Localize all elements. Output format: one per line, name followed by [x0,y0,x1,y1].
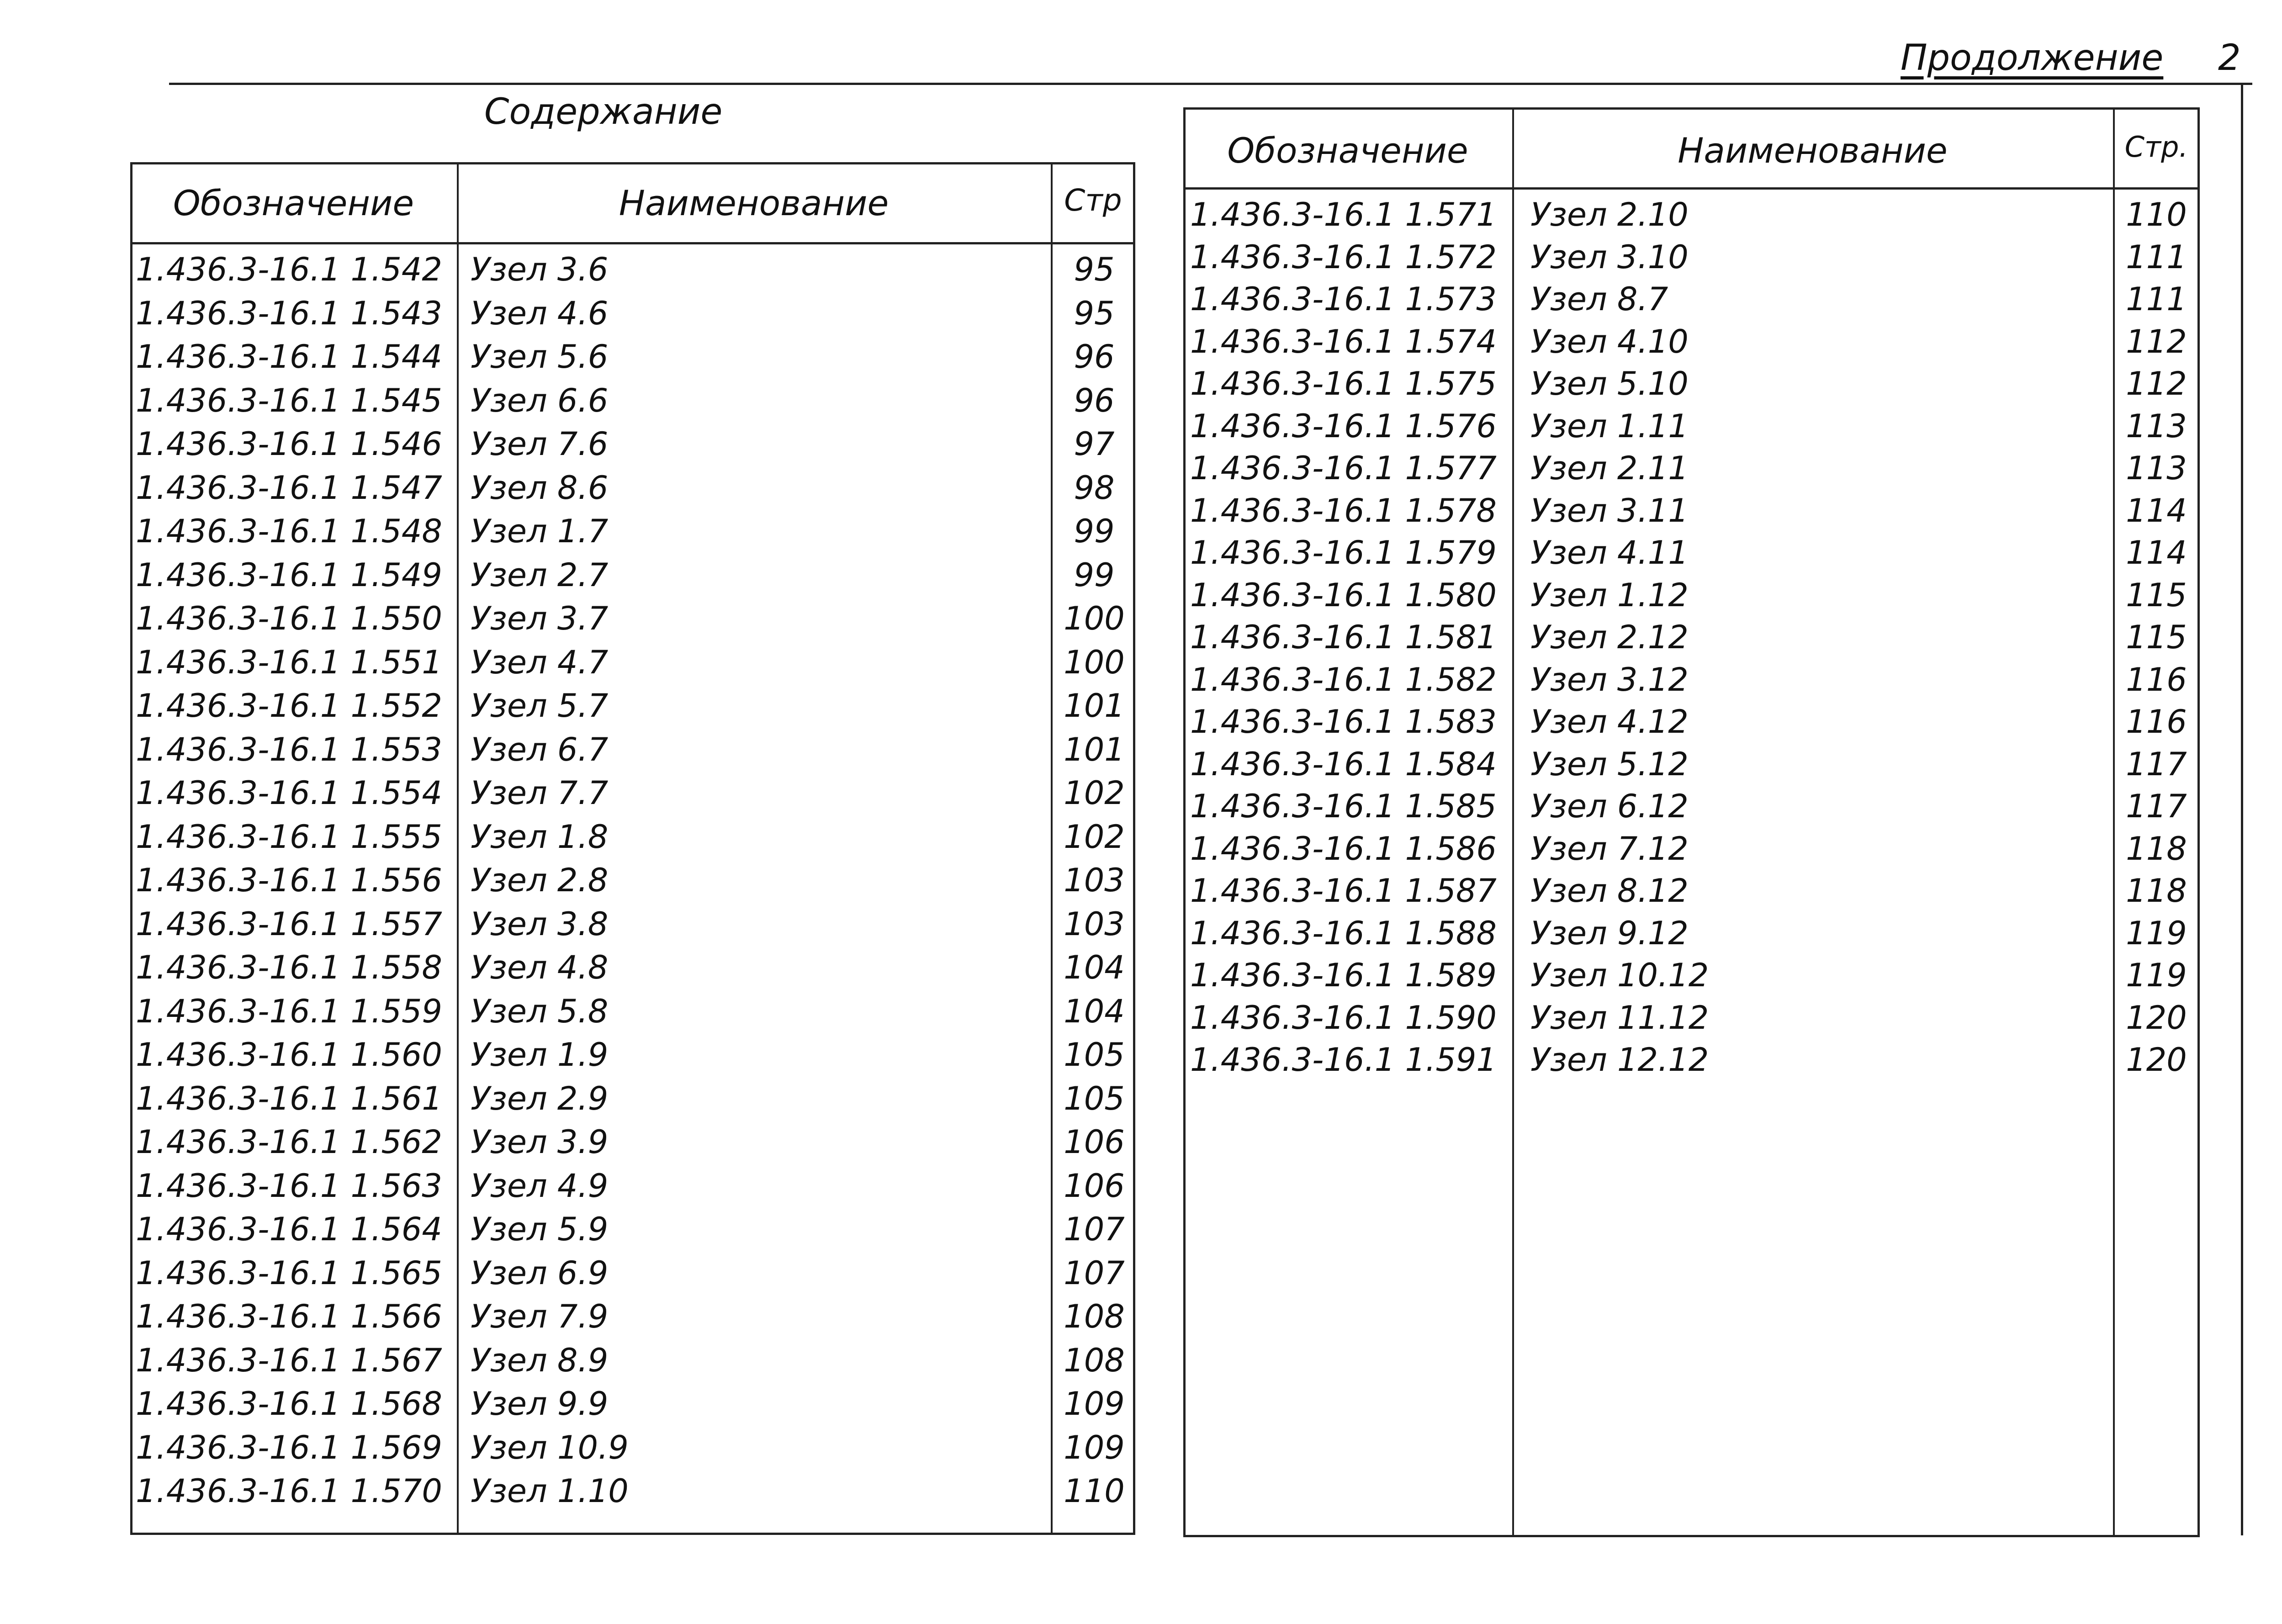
page-cell: 107 [1064,1211,1125,1248]
designation-cell: 1.436.3-16.1 1.570 [136,1472,442,1510]
name-cell: Узел 3.10 [1530,238,1689,276]
designation-cell: 1.436.3-16.1 1.545 [136,381,442,419]
designation-cell: 1.436.3-16.1 1.577 [1190,450,1497,487]
table-row [130,864,1135,908]
table-row [130,1079,1135,1127]
page-edge-line [2241,83,2243,1535]
name-cell: Узел 3.6 [471,251,609,288]
designation-cell: 1.436.3-16.1 1.555 [136,818,442,856]
table-row [130,1254,1135,1301]
name-cell: Узел 9.12 [1530,914,1689,952]
page-cell: 106 [1064,1167,1125,1205]
page-cell: 108 [1064,1341,1125,1379]
table-row [1183,492,2200,537]
table-row [1183,1041,2200,1086]
name-cell: Узел 10.12 [1530,957,1709,994]
table-row [130,469,1135,516]
table-row [130,338,1135,385]
designation-cell: 1.436.3-16.1 1.568 [136,1385,442,1423]
table-row [1183,745,2200,791]
name-cell: Узел 10.9 [471,1428,629,1466]
page-cell: 96 [1074,381,1115,419]
header-page: Стр. [2124,130,2188,164]
designation-cell: 1.436.3-16.1 1.585 [1190,788,1497,825]
designation-cell: 1.436.3-16.1 1.551 [136,643,442,681]
name-cell: Узел 7.7 [471,774,609,812]
table-row [130,1298,1135,1344]
name-cell: Узел 4.10 [1530,323,1689,360]
name-cell: Узел 8.9 [471,1341,609,1379]
designation-cell: 1.436.3-16.1 1.566 [136,1298,442,1335]
page-cell: 120 [2126,999,2187,1037]
table-row [130,1385,1135,1432]
page-cell: 115 [2126,619,2187,656]
page-cell: 103 [1064,862,1125,899]
name-cell: Узел 8.7 [1530,280,1668,318]
name-cell: Узел 1.9 [471,1036,609,1074]
contents-table-left [130,162,1135,1535]
designation-cell: 1.436.3-16.1 1.558 [136,949,442,986]
name-cell: Узел 1.7 [471,513,609,550]
name-cell: Узел 3.7 [471,600,609,637]
page-cell: 110 [2126,196,2187,233]
designation-cell: 1.436.3-16.1 1.548 [136,513,442,550]
table-row [130,381,1135,428]
table-row [130,730,1135,778]
page-cell: 95 [1074,294,1115,332]
table-row [130,1167,1135,1214]
name-cell: Узел 6.7 [471,730,609,768]
name-cell: Узел 6.6 [471,381,609,419]
page-cell: 111 [2126,280,2187,318]
name-cell: Узел 1.10 [471,1472,629,1510]
designation-cell: 1.436.3-16.1 1.579 [1190,534,1497,571]
table-row [1183,196,2200,241]
page-cell: 103 [1064,905,1125,943]
name-cell: Узел 1.12 [1530,576,1689,614]
designation-cell: 1.436.3-16.1 1.572 [1190,238,1497,276]
designation-cell: 1.436.3-16.1 1.565 [136,1254,442,1292]
page-cell: 104 [1064,992,1125,1030]
designation-cell: 1.436.3-16.1 1.544 [136,338,442,376]
page-cell: 119 [2126,957,2187,994]
table-row [1183,999,2200,1044]
designation-cell: 1.436.3-16.1 1.549 [136,556,442,594]
page-cell: 110 [1064,1472,1125,1510]
table-row [1183,661,2200,706]
page-cell: 109 [1064,1385,1125,1423]
page-cell: 106 [1064,1123,1125,1161]
page-cell: 98 [1074,469,1115,507]
page-cell: 102 [1064,818,1125,856]
page-cell: 100 [1064,643,1125,681]
page-cell: 105 [1064,1079,1125,1117]
name-cell: Узел 2.12 [1530,619,1689,656]
designation-cell: 1.436.3-16.1 1.561 [136,1079,442,1117]
page-cell: 107 [1064,1254,1125,1292]
designation-cell: 1.436.3-16.1 1.542 [136,251,442,288]
table-row [130,643,1135,690]
name-cell: Узел 5.6 [471,338,609,376]
designation-cell: 1.436.3-16.1 1.567 [136,1341,442,1379]
name-cell: Узел 3.12 [1530,661,1689,698]
name-cell: Узел 3.9 [471,1123,609,1161]
page-cell: 104 [1064,949,1125,986]
header-name: Наименование [1678,130,1948,171]
page-cell: 96 [1074,338,1115,376]
name-cell: Узел 2.9 [471,1079,609,1117]
table-row [1183,365,2200,410]
designation-cell: 1.436.3-16.1 1.574 [1190,323,1497,360]
table-row [130,294,1135,341]
designation-cell: 1.436.3-16.1 1.587 [1190,872,1497,910]
table-row [130,1123,1135,1170]
header-designation: Обозначение [1227,130,1468,171]
name-cell: Узел 2.10 [1530,196,1689,233]
table-row [130,687,1135,734]
designation-cell: 1.436.3-16.1 1.578 [1190,492,1497,529]
designation-cell: 1.436.3-16.1 1.583 [1190,703,1497,741]
designation-cell: 1.436.3-16.1 1.584 [1190,745,1497,783]
name-cell: Узел 1.11 [1530,407,1689,445]
name-cell: Узел 8.12 [1530,872,1689,910]
continuation-label: Продолжение [1901,37,2164,79]
name-cell: Узел 7.6 [471,425,609,463]
designation-cell: 1.436.3-16.1 1.547 [136,469,442,507]
table-row [130,992,1135,1039]
designation-cell: 1.436.3-16.1 1.557 [136,905,442,943]
table-row [130,774,1135,821]
name-cell: Узел 5.10 [1530,365,1689,402]
page-cell: 114 [2126,492,2187,529]
table-row [1183,280,2200,326]
designation-cell: 1.436.3-16.1 1.553 [136,730,442,768]
name-cell: Узел 4.7 [471,643,609,681]
contents-table-right [1183,107,2200,1537]
table-row [1183,576,2200,622]
table-row [130,818,1135,865]
name-cell: Узел 4.9 [471,1167,609,1205]
header-name: Наименование [619,183,889,223]
page-number: 2 [2218,37,2241,79]
page-cell: 117 [2126,788,2187,825]
designation-cell: 1.436.3-16.1 1.589 [1190,957,1497,994]
header-page: Стр [1064,183,1122,218]
table-row [1183,238,2200,284]
designation-cell: 1.436.3-16.1 1.562 [136,1123,442,1161]
designation-cell: 1.436.3-16.1 1.554 [136,774,442,812]
name-cell: Узел 8.6 [471,469,609,507]
page-cell: 116 [2126,703,2187,741]
table-row [1183,621,2200,664]
name-cell: Узел 7.12 [1530,830,1689,868]
name-cell: Узел 9.9 [471,1385,609,1423]
page-cell: 112 [2126,323,2187,360]
designation-cell: 1.436.3-16.1 1.581 [1190,619,1497,656]
table-row [1183,790,2200,833]
table-row [130,425,1135,472]
designation-cell: 1.436.3-16.1 1.590 [1190,999,1497,1037]
page-cell: 108 [1064,1298,1125,1335]
page-cell: 97 [1074,425,1115,463]
designation-cell: 1.436.3-16.1 1.586 [1190,830,1497,868]
page-cell: 95 [1074,251,1115,288]
name-cell: Узел 3.8 [471,905,609,943]
name-cell: Узел 4.6 [471,294,609,332]
designation-cell: 1.436.3-16.1 1.580 [1190,576,1497,614]
page-cell: 102 [1064,774,1125,812]
name-cell: Узел 5.9 [471,1211,609,1248]
table-row [130,905,1135,952]
page-cell: 105 [1064,1036,1125,1074]
table-body [130,251,1135,1519]
table-row [130,949,1135,995]
name-cell: Узел 2.11 [1530,450,1689,487]
table-row [1183,323,2200,368]
name-cell: Узел 12.12 [1530,1041,1709,1079]
header-designation: Обозначение [173,183,414,223]
designation-cell: 1.436.3-16.1 1.552 [136,687,442,725]
page-cell: 112 [2126,365,2187,402]
designation-cell: 1.436.3-16.1 1.576 [1190,407,1497,445]
table-row [130,1341,1135,1388]
page-cell: 101 [1064,730,1125,768]
table-row [1183,830,2200,875]
table-row [130,556,1135,603]
table-row [130,515,1135,559]
designation-cell: 1.436.3-16.1 1.571 [1190,196,1497,233]
page-cell: 120 [2126,1041,2187,1079]
table-row [130,251,1135,297]
table-row [130,1472,1135,1519]
designation-cell: 1.436.3-16.1 1.582 [1190,661,1497,698]
designation-cell: 1.436.3-16.1 1.573 [1190,280,1497,318]
name-cell: Узел 7.9 [471,1298,609,1335]
table-row [1183,914,2200,960]
designation-cell: 1.436.3-16.1 1.588 [1190,914,1497,952]
page-cell: 119 [2126,914,2187,952]
name-cell: Узел 2.8 [471,862,609,899]
table-row [1183,959,2200,1002]
table-row [130,1428,1135,1476]
page-cell: 114 [2126,534,2187,571]
page-cell: 116 [2126,661,2187,698]
name-cell: Узел 11.12 [1530,999,1709,1037]
designation-cell: 1.436.3-16.1 1.575 [1190,365,1497,402]
header-divider [130,242,1135,244]
page-cell: 100 [1064,600,1125,637]
designation-cell: 1.436.3-16.1 1.591 [1190,1041,1497,1079]
designation-cell: 1.436.3-16.1 1.560 [136,1036,442,1074]
designation-cell: 1.436.3-16.1 1.563 [136,1167,442,1205]
table-row [130,1213,1135,1257]
page-cell: 113 [2126,450,2187,487]
page-cell: 109 [1064,1428,1125,1466]
page-cell: 99 [1074,556,1115,594]
name-cell: Узел 3.11 [1530,492,1689,529]
table-row [1183,534,2200,579]
top-rule [169,83,2252,85]
contents-title: Содержание [484,91,723,132]
designation-cell: 1.436.3-16.1 1.556 [136,862,442,899]
page-cell: 111 [2126,238,2187,276]
designation-cell: 1.436.3-16.1 1.564 [136,1211,442,1248]
page-cell: 118 [2126,830,2187,868]
name-cell: Узел 4.12 [1530,703,1689,741]
table-row [1183,407,2200,453]
table-row [1183,872,2200,917]
name-cell: Узел 5.8 [471,992,609,1030]
page-cell: 117 [2126,745,2187,783]
name-cell: Узел 5.7 [471,687,609,725]
designation-cell: 1.436.3-16.1 1.543 [136,294,442,332]
page-cell: 101 [1064,687,1125,725]
page-cell: 115 [2126,576,2187,614]
table-body [1183,196,2200,1086]
name-cell: Узел 5.12 [1530,745,1689,783]
table-row [130,1036,1135,1083]
name-cell: Узел 1.8 [471,818,609,856]
designation-cell: 1.436.3-16.1 1.559 [136,992,442,1030]
designation-cell: 1.436.3-16.1 1.546 [136,425,442,463]
header-divider [1183,187,2200,190]
designation-cell: 1.436.3-16.1 1.550 [136,600,442,637]
name-cell: Узел 2.7 [471,556,609,594]
page-cell: 118 [2126,872,2187,910]
name-cell: Узел 6.12 [1530,788,1689,825]
table-row [130,600,1135,646]
name-cell: Узел 6.9 [471,1254,609,1292]
table-row [1183,452,2200,495]
page-cell: 99 [1074,513,1115,550]
name-cell: Узел 4.8 [471,949,609,986]
table-row [1183,703,2200,748]
name-cell: Узел 4.11 [1530,534,1689,571]
designation-cell: 1.436.3-16.1 1.569 [136,1428,442,1466]
page-cell: 113 [2126,407,2187,445]
